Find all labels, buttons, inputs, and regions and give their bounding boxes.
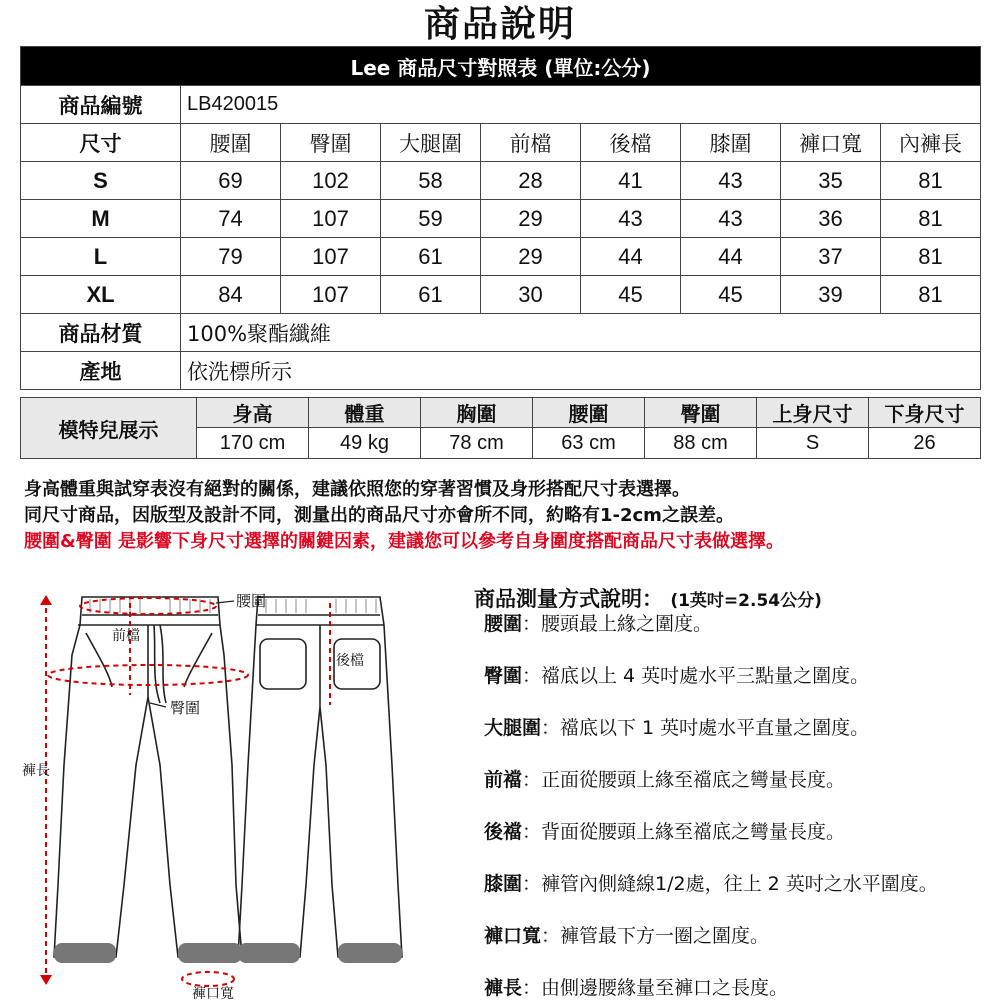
measurement-desc: ：襠底以下 1 英吋處水平直量之圍度。 <box>541 717 870 739</box>
model-header: 腰圍 <box>533 398 645 428</box>
measurement-item <box>484 817 845 844</box>
diagram-label-back-rise: 後檔 <box>336 653 364 669</box>
model-label: 模特兒展示 <box>21 398 197 459</box>
model-header: 下身尺寸 <box>869 398 981 428</box>
size-cell: XL <box>21 276 181 314</box>
hem-guide <box>182 972 234 986</box>
table-row <box>21 200 981 238</box>
model-info-table <box>20 397 981 459</box>
note-line: 同尺寸商品，因版型及設計不同，測量出的商品尺寸亦會所不同，約略有1-2cm之誤差。 <box>24 505 734 526</box>
measurement-term: 膝圍 <box>484 873 523 895</box>
table-row <box>21 276 981 314</box>
value-cell: 37 <box>781 238 881 276</box>
value-cell: 107 <box>281 276 381 314</box>
measurement-item <box>484 609 712 636</box>
measurement-item <box>484 869 938 896</box>
diagram-label-hip: 臀圍 <box>170 699 201 717</box>
measurement-term: 褲口寬 <box>484 925 542 947</box>
value-cell: 29 <box>481 200 581 238</box>
value-cell: 43 <box>581 200 681 238</box>
value-cell: 36 <box>781 200 881 238</box>
value-cell: 81 <box>881 162 981 200</box>
size-chart-title: Lee 商品尺寸對照表 (單位:公分) <box>21 47 981 86</box>
value-cell: 74 <box>181 200 281 238</box>
measurement-term: 大腿圍 <box>484 717 542 739</box>
value-cell: 81 <box>881 238 981 276</box>
measurement-item <box>484 661 869 688</box>
table-row <box>21 238 981 276</box>
model-header: 臀圍 <box>645 398 757 428</box>
value-cell: 45 <box>681 276 781 314</box>
value-cell: 81 <box>881 200 981 238</box>
value-cell: 45 <box>581 276 681 314</box>
unit-note: (1英吋=2.54公分) <box>670 591 822 611</box>
value-cell: 61 <box>381 238 481 276</box>
diagram-label-length: 褲長 <box>22 763 50 779</box>
notes-block <box>24 477 784 555</box>
measurement-term: 臀圍 <box>484 665 523 687</box>
model-header: 身高 <box>197 398 309 428</box>
value-cell: 39 <box>781 276 881 314</box>
material-value: 100%聚酯纖維 <box>181 314 981 352</box>
value-cell: 43 <box>681 162 781 200</box>
size-cell: M <box>21 200 181 238</box>
value-cell: 59 <box>381 200 481 238</box>
measurement-heading: 商品測量方式說明： <box>474 587 663 611</box>
measurement-desc: ：腰頭最上緣之圍度。 <box>522 613 713 635</box>
measurement-desc: ：背面從腰頭上緣至襠底之彎量長度。 <box>522 821 846 843</box>
column-header: 後檔 <box>581 124 681 162</box>
value-cell: 28 <box>481 162 581 200</box>
model-value: 88 cm <box>645 428 757 459</box>
column-header: 褲口寬 <box>781 124 881 162</box>
value-cell: 44 <box>581 238 681 276</box>
measurement-term: 後襠 <box>484 821 523 843</box>
value-cell: 102 <box>281 162 381 200</box>
diagram-label-front-rise: 前檔 <box>112 628 140 644</box>
measurement-guide <box>474 583 994 999</box>
model-header: 體重 <box>309 398 421 428</box>
value-cell: 29 <box>481 238 581 276</box>
size-header-row <box>21 124 981 162</box>
value-cell: 35 <box>781 162 881 200</box>
model-value: S <box>757 428 869 459</box>
value-cell: 61 <box>381 276 481 314</box>
value-cell: 58 <box>381 162 481 200</box>
note-line: 身高體重與試穿表沒有絕對的關係，建議依照您的穿著習慣及身形搭配尺寸表選擇。 <box>24 479 690 500</box>
material-label: 商品材質 <box>21 314 181 352</box>
value-cell: 69 <box>181 162 281 200</box>
column-header: 內褲長 <box>881 124 981 162</box>
column-header: 腰圍 <box>181 124 281 162</box>
value-cell: 41 <box>581 162 681 200</box>
page-title: 商品說明 <box>423 4 576 45</box>
value-cell: 44 <box>681 238 781 276</box>
table-row <box>21 162 981 200</box>
measurement-desc: ：褲管最下方一圈之圍度。 <box>541 925 770 947</box>
origin-label: 產地 <box>21 352 181 390</box>
model-value: 170 cm <box>197 428 309 459</box>
diagram-label-waist: 腰圍 <box>236 592 267 610</box>
column-header: 前檔 <box>481 124 581 162</box>
measurement-term: 前襠 <box>484 769 523 791</box>
column-header: 臀圍 <box>281 124 381 162</box>
size-cell: S <box>21 162 181 200</box>
diagram-label-hem: 褲口寬 <box>192 986 234 1000</box>
value-cell: 43 <box>681 200 781 238</box>
note-line-highlight: 腰圍&臀圍 是影響下身尺寸選擇的關鍵因素，建議您可以參考自身圍度搭配商品尺寸表做選擇。 <box>24 531 784 552</box>
measurement-desc: ：褲管內側縫線1/2處，往上 2 英吋之水平圍度。 <box>522 873 938 895</box>
value-cell: 107 <box>281 238 381 276</box>
model-value: 78 cm <box>421 428 533 459</box>
product-code: LB420015 <box>181 86 981 124</box>
value-cell: 81 <box>881 276 981 314</box>
measurement-item <box>484 765 845 792</box>
model-value: 26 <box>869 428 981 459</box>
product-code-label: 商品編號 <box>21 86 181 124</box>
measurement-term: 褲長 <box>484 977 523 999</box>
measurement-item <box>484 713 869 740</box>
origin-value: 依洗標所示 <box>181 352 981 390</box>
measurement-item <box>484 973 788 1000</box>
value-cell: 107 <box>281 200 381 238</box>
value-cell: 79 <box>181 238 281 276</box>
column-header: 膝圍 <box>681 124 781 162</box>
measurement-desc: ：正面從腰頭上緣至襠底之彎量長度。 <box>522 769 846 791</box>
model-header: 上身尺寸 <box>757 398 869 428</box>
measurement-desc: ：由側邊腰緣量至褲口之長度。 <box>522 977 789 999</box>
size-chart-table <box>20 46 981 390</box>
measurement-term: 腰圍 <box>484 613 523 635</box>
column-header: 大腿圍 <box>381 124 481 162</box>
value-cell: 30 <box>481 276 581 314</box>
model-header: 胸圍 <box>421 398 533 428</box>
size-label: 尺寸 <box>21 124 181 162</box>
measurement-item <box>484 921 769 948</box>
pants-diagram <box>20 585 470 1000</box>
value-cell: 84 <box>181 276 281 314</box>
measurement-desc: ：襠底以上 4 英吋處水平三點量之圍度。 <box>522 665 870 687</box>
model-value: 63 cm <box>533 428 645 459</box>
model-value: 49 kg <box>309 428 421 459</box>
size-cell: L <box>21 238 181 276</box>
